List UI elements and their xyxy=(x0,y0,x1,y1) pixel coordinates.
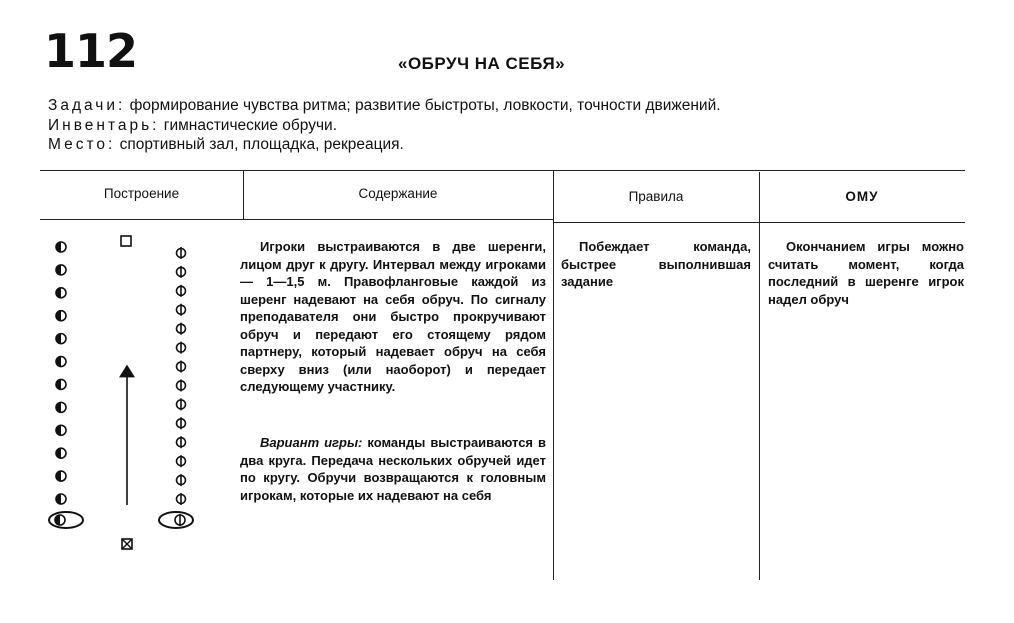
header-content: Содержание xyxy=(358,186,438,201)
meta-place-label: Место: xyxy=(48,136,116,153)
left-player-icon xyxy=(56,471,66,481)
finish-crossed-square-icon xyxy=(122,539,132,549)
left-player-icon xyxy=(56,265,66,275)
header-construction: Построение xyxy=(103,186,180,201)
left-player-icon xyxy=(56,494,66,504)
right-player-icon xyxy=(177,436,186,448)
right-head-hoop-icon xyxy=(159,512,193,528)
right-player-icon xyxy=(177,247,186,259)
teacher-square-icon xyxy=(121,236,131,246)
content-variant-paragraph xyxy=(240,434,546,504)
meta-tasks xyxy=(48,96,721,115)
right-player-icon xyxy=(177,398,186,410)
header-omu: ОМУ xyxy=(845,189,879,204)
header-rules: Правила xyxy=(628,189,684,204)
right-player-icon xyxy=(177,285,186,297)
game-title: «ОБРУЧ НА СЕБЯ» xyxy=(398,54,566,73)
right-player-icon xyxy=(177,323,186,335)
left-player-icon xyxy=(56,448,66,458)
game-number: 112 xyxy=(44,24,138,78)
left-player-icon xyxy=(56,402,66,412)
rules-paragraph: Побеждает команда, быстрее выполнившая задание xyxy=(561,239,751,289)
left-head-hoop-icon xyxy=(49,512,83,528)
meta-place-text: спортивный зал, площадка, рекреация. xyxy=(115,136,404,153)
left-player-icon xyxy=(56,379,66,389)
right-player-icon xyxy=(177,474,186,486)
omu-paragraph: Окончанием игры можно считать момент, когда последний в шеренге игрок надел обруч xyxy=(768,239,964,307)
right-player-icon xyxy=(177,304,186,316)
left-player-icon xyxy=(56,242,66,252)
right-player-icon xyxy=(177,361,186,373)
table-top-rule xyxy=(40,170,965,171)
left-column-players xyxy=(56,242,66,504)
meta-inventory xyxy=(48,116,337,135)
meta-tasks-text: формирование чувства ритма; развитие быстроты, ловкости, точности движений. xyxy=(125,97,721,114)
right-player-icon xyxy=(177,417,186,429)
meta-inventory-text: гимнастические обручи. xyxy=(159,117,338,134)
left-player-icon xyxy=(56,357,66,367)
variant-text: команды выстраиваются в два круга. Передача нескольких обручей идет по кругу. Обручи возвращаются к головным игрокам, которые их надевают на себя xyxy=(240,435,546,503)
right-player-icon xyxy=(177,266,186,278)
table-divider-3 xyxy=(759,172,760,580)
meta-tasks-label: Задачи: xyxy=(48,97,126,114)
variant-label: Вариант игры: xyxy=(260,435,363,450)
left-player-icon xyxy=(56,288,66,298)
right-player-icon xyxy=(177,379,186,391)
left-player-icon xyxy=(56,311,66,321)
table-divider-2 xyxy=(553,170,554,580)
right-column-players xyxy=(177,247,186,505)
meta-place xyxy=(48,135,404,154)
formation-diagram xyxy=(40,225,240,565)
right-player-icon xyxy=(177,342,186,354)
left-player-icon xyxy=(56,425,66,435)
left-player-icon xyxy=(56,334,66,344)
right-player-icon xyxy=(177,455,186,467)
table-header-rule-left xyxy=(40,219,553,220)
meta-inventory-label: Инвентарь: xyxy=(48,117,160,134)
content-main-paragraph: Игроки выстраиваются в две шеренги, лицом друг к другу. Интервал между игроками — 1—1,5 м. Правофланговые каждой из шеренг надевают на себя обруч. По сигналу преподавателя они быстро прокручивают обруч и передают его стоящему рядом партнеру, который надевает обруч на себя сверху вниз (или наоборот) и передает следующему участнику. xyxy=(240,239,546,394)
right-player-icon xyxy=(177,493,186,505)
